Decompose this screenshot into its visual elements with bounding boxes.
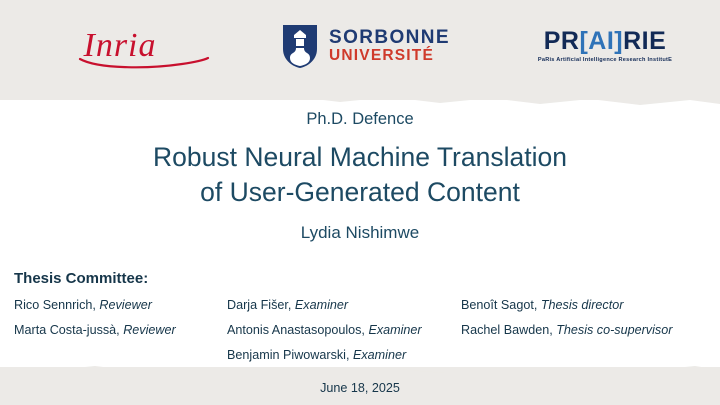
committee-member bbox=[461, 298, 711, 312]
committee-member bbox=[14, 323, 227, 337]
member-name: Rico Sennrich, bbox=[14, 298, 96, 312]
event-label: Ph.D. Defence bbox=[306, 110, 414, 128]
inria-swash-icon bbox=[78, 55, 210, 69]
member-role: Thesis director bbox=[540, 298, 624, 312]
inria-logo bbox=[0, 0, 240, 92]
author-name: Lydia Nishimwe bbox=[300, 223, 420, 242]
prairie-suffix: RIE bbox=[623, 26, 667, 55]
sorbonne-line2: UNIVERSITÉ bbox=[329, 46, 435, 64]
member-role: Reviewer bbox=[123, 323, 176, 337]
committee-member bbox=[461, 323, 711, 337]
logo-row bbox=[0, 0, 720, 92]
member-name: Rachel Bawden, bbox=[461, 323, 553, 337]
member-role: Examiner bbox=[294, 298, 349, 312]
committee-heading: Thesis Committee: bbox=[14, 270, 149, 287]
title-line-1: Robust Neural Machine Translation bbox=[153, 142, 567, 172]
prairie-prefix: PR bbox=[543, 26, 580, 55]
prairie-subtitle: PaRis Artificial Intelligence Research InstitutE bbox=[537, 56, 673, 63]
member-name: Benjamin Piwowarski, bbox=[227, 348, 350, 362]
committee-member bbox=[227, 298, 461, 312]
committee-list bbox=[14, 298, 714, 362]
prairie-wordmark bbox=[543, 26, 667, 55]
member-name: Antonis Anastasopoulos, bbox=[227, 323, 365, 337]
committee-member bbox=[227, 323, 461, 337]
committee-column-3 bbox=[461, 298, 711, 362]
prairie-bracket-close: ] bbox=[614, 26, 624, 55]
prairie-ai: AI bbox=[588, 26, 615, 55]
page-title bbox=[0, 140, 720, 210]
prairie-bracket-open: [ bbox=[579, 26, 589, 55]
member-name: Marta Costa-jussà, bbox=[14, 323, 120, 337]
member-role: Reviewer bbox=[99, 298, 152, 312]
prairie-logo bbox=[490, 0, 720, 92]
member-name: Darja Fišer, bbox=[227, 298, 292, 312]
defence-date: June 18, 2025 bbox=[320, 381, 400, 395]
sorbonne-universite-logo bbox=[240, 0, 490, 92]
sorbonne-line1: SORBONNE bbox=[329, 26, 450, 48]
member-name: Benoît Sagot, bbox=[461, 298, 538, 312]
sorbonne-shield-icon bbox=[280, 22, 320, 70]
committee-member bbox=[227, 348, 461, 362]
committee-column-2 bbox=[227, 298, 461, 362]
title-line-2: of User-Generated Content bbox=[200, 176, 520, 207]
member-role: Thesis co-supervisor bbox=[556, 323, 673, 337]
member-role: Examiner bbox=[352, 348, 407, 362]
top-torn-edge bbox=[0, 92, 720, 108]
inria-wordmark: Inria bbox=[83, 27, 157, 64]
member-role: Examiner bbox=[368, 323, 422, 337]
committee-column-1 bbox=[14, 298, 227, 362]
committee-member bbox=[14, 298, 227, 312]
